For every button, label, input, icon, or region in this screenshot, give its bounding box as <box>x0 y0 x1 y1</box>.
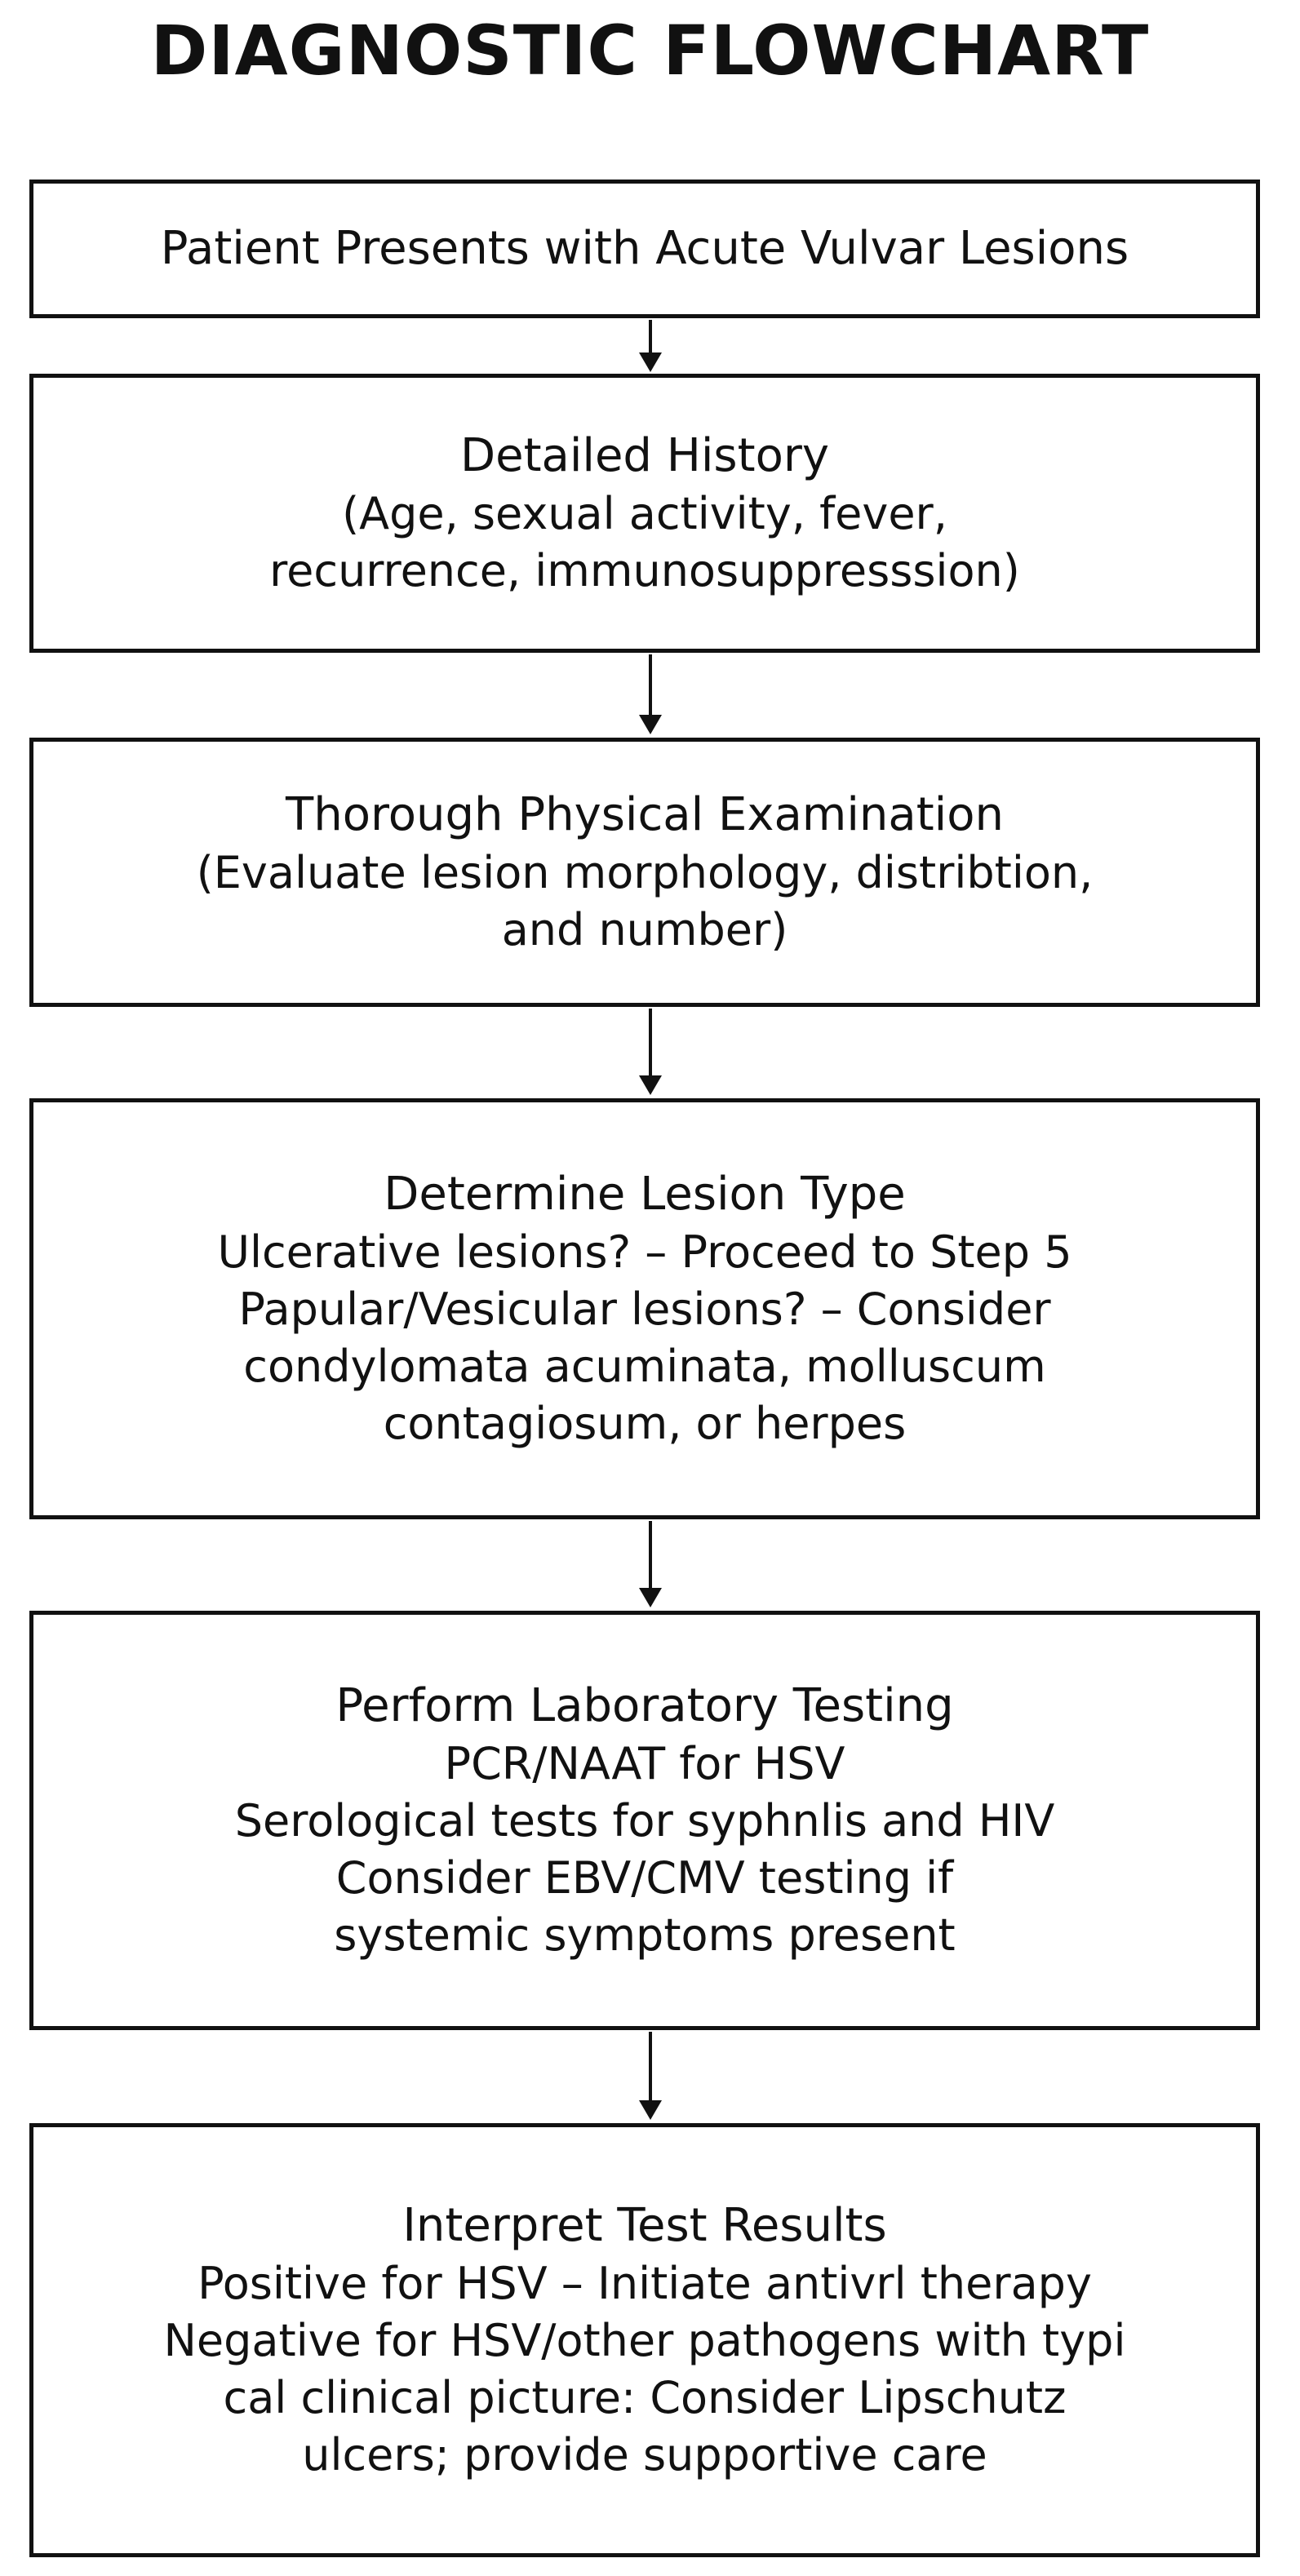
step-4-box <box>29 1098 1260 1519</box>
step-6-box <box>29 2123 1260 2557</box>
arrow-down-icon <box>637 320 664 374</box>
step-5-title: Perform Laboratory Testing <box>335 1679 954 1732</box>
step-2-line: (Age, sexual activity, fever, <box>342 488 947 539</box>
step-5-line: Serological tests for syphnlis and HIV <box>234 1795 1055 1847</box>
step-4-line: contagiosum, or herpes <box>383 1398 907 1449</box>
step-1-title: Patient Presents with Acute Vulvar Lesions <box>160 222 1129 275</box>
step-6-line: ulcers; provide supportive care <box>302 2429 987 2481</box>
step-6-title: Interpret Test Results <box>402 2199 887 2252</box>
arrow-down-icon <box>637 1521 664 1609</box>
step-3-title: Thorough Physical Examination <box>286 788 1004 841</box>
arrow-down-icon <box>637 2032 664 2122</box>
step-2-line: recurrence, immunosuppresssion) <box>269 545 1020 596</box>
step-1-box <box>29 180 1260 318</box>
step-4-line: Papular/Vesicular lesions? – Consider <box>238 1284 1051 1335</box>
step-6-line: Negative for HSV/other pathogens with typi <box>163 2315 1126 2366</box>
step-4-line: condylomata acuminata, molluscum <box>243 1341 1046 1392</box>
step-3-box <box>29 738 1260 1007</box>
step-5-line: Consider EBV/CMV testing if <box>335 1852 954 1904</box>
step-3-line: and number) <box>501 904 788 955</box>
step-5-box <box>29 1611 1260 2030</box>
step-2-title: Detailed History <box>460 429 829 482</box>
step-2-box <box>29 374 1260 653</box>
arrow-down-icon <box>637 1009 664 1097</box>
step-6-line: cal clinical picture: Consider Lipschutz <box>223 2372 1067 2423</box>
step-5-line: PCR/NAAT for HSV <box>444 1738 845 1789</box>
step-5-line: systemic symptoms present <box>334 1909 956 1961</box>
arrow-down-icon <box>637 654 664 736</box>
page-title: DIAGNOSTIC FLOWCHART <box>150 11 1150 91</box>
step-4-line: Ulcerative lesions? – Proceed to Step 5 <box>217 1226 1072 1278</box>
step-6-line: Positive for HSV – Initiate antivrl therapy <box>197 2258 1092 2309</box>
step-3-line: (Evaluate lesion morphology, distribtion, <box>196 847 1094 898</box>
step-4-title: Determine Lesion Type <box>384 1168 906 1221</box>
